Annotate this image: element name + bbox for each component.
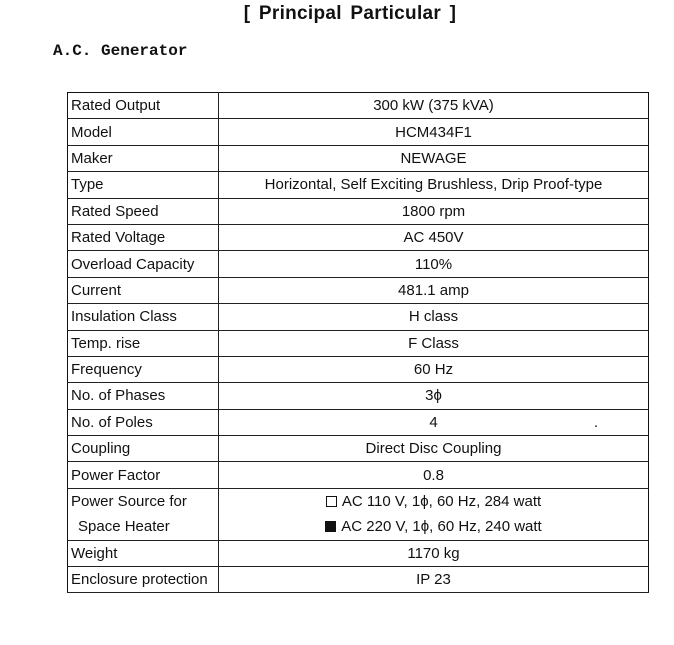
row-value: 1170 kg bbox=[219, 540, 649, 566]
table-row bbox=[68, 462, 649, 488]
row-value bbox=[219, 409, 649, 435]
row-label: Temp. rise bbox=[68, 330, 219, 356]
row-value: Direct Disc Coupling bbox=[219, 436, 649, 462]
row-label: Model bbox=[68, 119, 219, 145]
page-title: [ Principal Particular ] bbox=[243, 3, 457, 24]
row-value: NEWAGE bbox=[219, 145, 649, 171]
table-row bbox=[68, 409, 649, 435]
row-label: Enclosure protection bbox=[68, 567, 219, 593]
table-row bbox=[68, 172, 649, 198]
space-heater-option-110v bbox=[219, 488, 649, 514]
table-row-space-heater-2 bbox=[68, 514, 649, 540]
space-heater-label-line1: Power Source for bbox=[68, 488, 219, 514]
table-row bbox=[68, 224, 649, 250]
table-row bbox=[68, 93, 649, 119]
row-value-text: 4 bbox=[429, 413, 438, 431]
row-label: Power Factor bbox=[68, 462, 219, 488]
row-value: Horizontal, Self Exciting Brushless, Drip Proof-type bbox=[219, 172, 649, 198]
row-label: Overload Capacity bbox=[68, 251, 219, 277]
row-value: H class bbox=[219, 304, 649, 330]
space-heater-option-text: AC 110 V, 1ϕ, 60 Hz, 284 watt bbox=[341, 493, 542, 511]
table-row bbox=[68, 251, 649, 277]
row-value: 481.1 amp bbox=[219, 277, 649, 303]
space-heater-option-text: AC 220 V, 1ϕ, 60 Hz, 240 watt bbox=[341, 518, 542, 536]
table-row bbox=[68, 383, 649, 409]
row-value: 3ϕ bbox=[219, 383, 649, 409]
row-label: Weight bbox=[68, 540, 219, 566]
row-label: Insulation Class bbox=[68, 304, 219, 330]
row-value: 0.8 bbox=[219, 462, 649, 488]
row-label: Coupling bbox=[68, 436, 219, 462]
table-row bbox=[68, 356, 649, 382]
table-row bbox=[68, 277, 649, 303]
row-label: Rated Output bbox=[68, 93, 219, 119]
row-value: HCM434F1 bbox=[219, 119, 649, 145]
row-label: Rated Speed bbox=[68, 198, 219, 224]
table-row bbox=[68, 330, 649, 356]
row-value: 110% bbox=[219, 251, 649, 277]
row-label: Rated Voltage bbox=[68, 224, 219, 250]
row-label: Type bbox=[68, 172, 219, 198]
table-row bbox=[68, 436, 649, 462]
row-label: Current bbox=[68, 277, 219, 303]
row-label: No. of Poles bbox=[68, 409, 219, 435]
row-value: 60 Hz bbox=[219, 356, 649, 382]
table-row bbox=[68, 119, 649, 145]
space-heater-label-line2: Space Heater bbox=[68, 514, 219, 540]
table-row bbox=[68, 540, 649, 566]
table-row bbox=[68, 198, 649, 224]
row-value: F Class bbox=[219, 330, 649, 356]
row-value: AC 450V bbox=[219, 224, 649, 250]
checked-box-icon bbox=[325, 521, 336, 532]
section-heading: A.C. Generator bbox=[53, 42, 188, 60]
table-row bbox=[68, 304, 649, 330]
stray-mark: . bbox=[593, 413, 598, 431]
row-label: Maker bbox=[68, 145, 219, 171]
row-value: IP 23 bbox=[219, 567, 649, 593]
row-label: Frequency bbox=[68, 356, 219, 382]
row-value: 300 kW (375 kVA) bbox=[219, 93, 649, 119]
unchecked-box-icon bbox=[326, 496, 337, 507]
table-row-space-heater-1 bbox=[68, 488, 649, 514]
table-row bbox=[68, 145, 649, 171]
row-value: 1800 rpm bbox=[219, 198, 649, 224]
generator-spec-table bbox=[67, 92, 649, 593]
table-row bbox=[68, 567, 649, 593]
row-label: No. of Phases bbox=[68, 383, 219, 409]
space-heater-option-220v bbox=[219, 514, 649, 540]
